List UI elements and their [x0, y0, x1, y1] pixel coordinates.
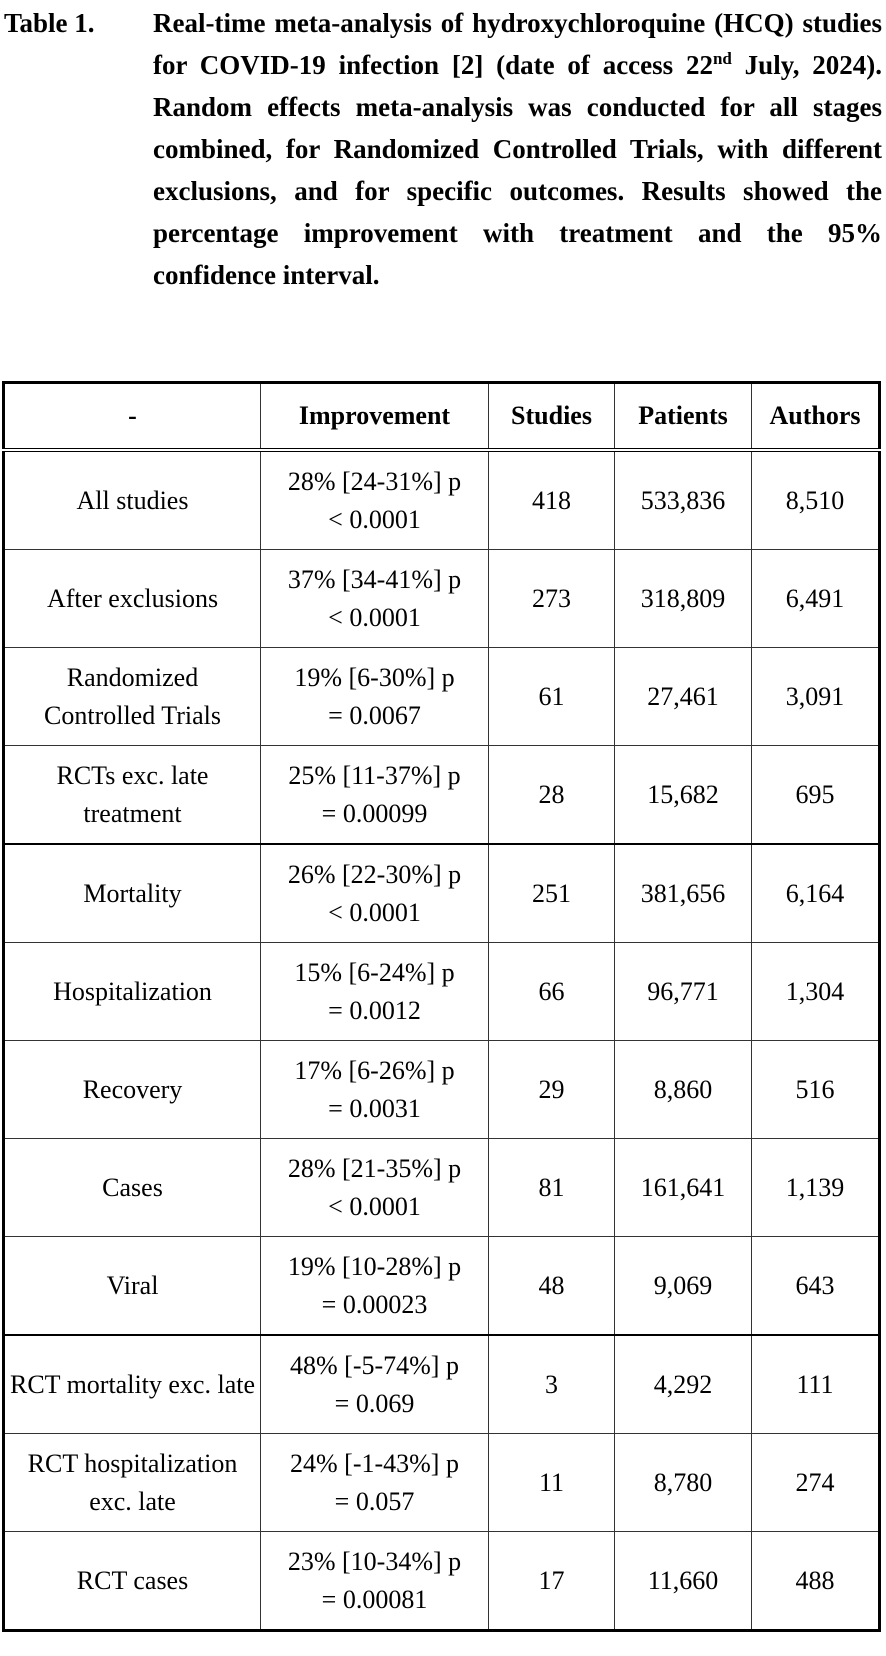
row-authors: 111 [752, 1335, 880, 1434]
row-patients: 8,780 [615, 1434, 752, 1532]
improvement-line1: 24% [-1-43%] p [290, 1448, 459, 1478]
improvement-line1: 15% [6-24%] p [294, 957, 455, 987]
table-row [4, 746, 880, 845]
row-authors: 516 [752, 1041, 880, 1139]
row-authors: 1,304 [752, 943, 880, 1041]
improvement-line2: = 0.057 [334, 1486, 415, 1516]
row-studies: 61 [489, 648, 615, 746]
row-label: Randomized Controlled Trials [4, 648, 261, 746]
improvement-line1: 19% [6-30%] p [294, 662, 455, 692]
row-studies: 418 [489, 450, 615, 550]
improvement-line2: = 0.00099 [321, 798, 428, 828]
improvement-line1: 48% [-5-74%] p [290, 1350, 459, 1380]
header-studies: Studies [489, 383, 615, 451]
improvement-line2: = 0.00023 [321, 1289, 428, 1319]
table-row [4, 1237, 880, 1336]
row-studies: 66 [489, 943, 615, 1041]
meta-analysis-table [2, 381, 881, 1632]
row-label: RCT mortality exc. late [4, 1335, 261, 1434]
row-label: Hospitalization [4, 943, 261, 1041]
row-authors: 488 [752, 1532, 880, 1631]
row-authors: 643 [752, 1237, 880, 1336]
caption-superscript: nd [712, 49, 732, 68]
row-label: Viral [4, 1237, 261, 1336]
improvement-line2: = 0.00081 [321, 1584, 428, 1614]
row-improvement [261, 844, 489, 943]
table-header-row [4, 383, 880, 451]
row-patients: 9,069 [615, 1237, 752, 1336]
row-improvement [261, 550, 489, 648]
row-label: Mortality [4, 844, 261, 943]
row-studies: 28 [489, 746, 615, 845]
table-caption [4, 2, 882, 296]
improvement-line1: 17% [6-26%] p [294, 1055, 455, 1085]
table-row [4, 1532, 880, 1631]
row-improvement [261, 746, 489, 845]
row-label: RCT cases [4, 1532, 261, 1631]
row-patients: 27,461 [615, 648, 752, 746]
improvement-line2: < 0.0001 [328, 504, 421, 534]
row-improvement [261, 943, 489, 1041]
table-row [4, 1041, 880, 1139]
row-patients: 15,682 [615, 746, 752, 845]
improvement-line1: 28% [21-35%] p [287, 1153, 462, 1183]
table-row [4, 1139, 880, 1237]
row-authors: 6,164 [752, 844, 880, 943]
row-label: After exclusions [4, 550, 261, 648]
improvement-line1: 19% [10-28%] p [287, 1251, 462, 1281]
row-improvement [261, 1434, 489, 1532]
row-patients: 161,641 [615, 1139, 752, 1237]
table-row [4, 550, 880, 648]
header-label: - [4, 383, 261, 451]
row-authors: 274 [752, 1434, 880, 1532]
row-patients: 318,809 [615, 550, 752, 648]
row-label: RCTs exc. late treatment [4, 746, 261, 845]
improvement-line1: 28% [24-31%] p [287, 466, 462, 496]
improvement-line1: 23% [10-34%] p [287, 1546, 462, 1576]
header-patients: Patients [615, 383, 752, 451]
row-studies: 81 [489, 1139, 615, 1237]
row-authors: 1,139 [752, 1139, 880, 1237]
row-studies: 273 [489, 550, 615, 648]
improvement-line2: = 0.069 [334, 1388, 415, 1418]
improvement-line1: 26% [22-30%] p [287, 859, 462, 889]
row-label: Cases [4, 1139, 261, 1237]
row-authors: 8,510 [752, 450, 880, 550]
improvement-line1: 25% [11-37%] p [288, 760, 461, 790]
row-label: RCT hospitalization exc. late [4, 1434, 261, 1532]
improvement-line2: < 0.0001 [328, 602, 421, 632]
row-studies: 17 [489, 1532, 615, 1631]
row-label: All studies [4, 450, 261, 550]
row-studies: 251 [489, 844, 615, 943]
row-improvement [261, 450, 489, 550]
caption-text [153, 2, 882, 296]
row-studies: 3 [489, 1335, 615, 1434]
row-improvement [261, 1532, 489, 1631]
row-patients: 11,660 [615, 1532, 752, 1631]
table-row [4, 1335, 880, 1434]
improvement-line2: = 0.0012 [328, 995, 421, 1025]
row-studies: 11 [489, 1434, 615, 1532]
table-row [4, 943, 880, 1041]
row-patients: 96,771 [615, 943, 752, 1041]
row-authors: 695 [752, 746, 880, 845]
improvement-line1: 37% [34-41%] p [287, 564, 462, 594]
row-improvement [261, 1237, 489, 1336]
row-improvement [261, 1139, 489, 1237]
caption-label: Table 1. [4, 8, 95, 38]
caption-text-part1: Real-time meta-analysis of hydroxychloroquine (HCQ) studies for COVID-19 infection [2] (date of access 22 [153, 8, 882, 80]
row-patients: 8,860 [615, 1041, 752, 1139]
improvement-line2: < 0.0001 [328, 1191, 421, 1221]
row-authors: 6,491 [752, 550, 880, 648]
table-row [4, 844, 880, 943]
header-improvement: Improvement [261, 383, 489, 451]
row-improvement [261, 1041, 489, 1139]
caption-text-part2: July, 2024). Random effects meta-analysis was conducted for all stages combined, for Randomized Controlled Trials, with different exclusions, and for specific outcomes. Results showed the percentage improvement with treatment and the 95% confidence interval. [153, 50, 882, 290]
row-improvement [261, 648, 489, 746]
table-row [4, 1434, 880, 1532]
improvement-line2: = 0.0067 [328, 700, 421, 730]
row-authors: 3,091 [752, 648, 880, 746]
improvement-line2: < 0.0001 [328, 897, 421, 927]
row-patients: 4,292 [615, 1335, 752, 1434]
row-patients: 381,656 [615, 844, 752, 943]
table-row [4, 648, 880, 746]
table-row [4, 450, 880, 550]
row-studies: 29 [489, 1041, 615, 1139]
row-label: Recovery [4, 1041, 261, 1139]
improvement-line2: = 0.0031 [328, 1093, 421, 1123]
row-studies: 48 [489, 1237, 615, 1336]
row-patients: 533,836 [615, 450, 752, 550]
table-body [4, 450, 880, 1631]
header-authors: Authors [752, 383, 880, 451]
row-improvement [261, 1335, 489, 1434]
